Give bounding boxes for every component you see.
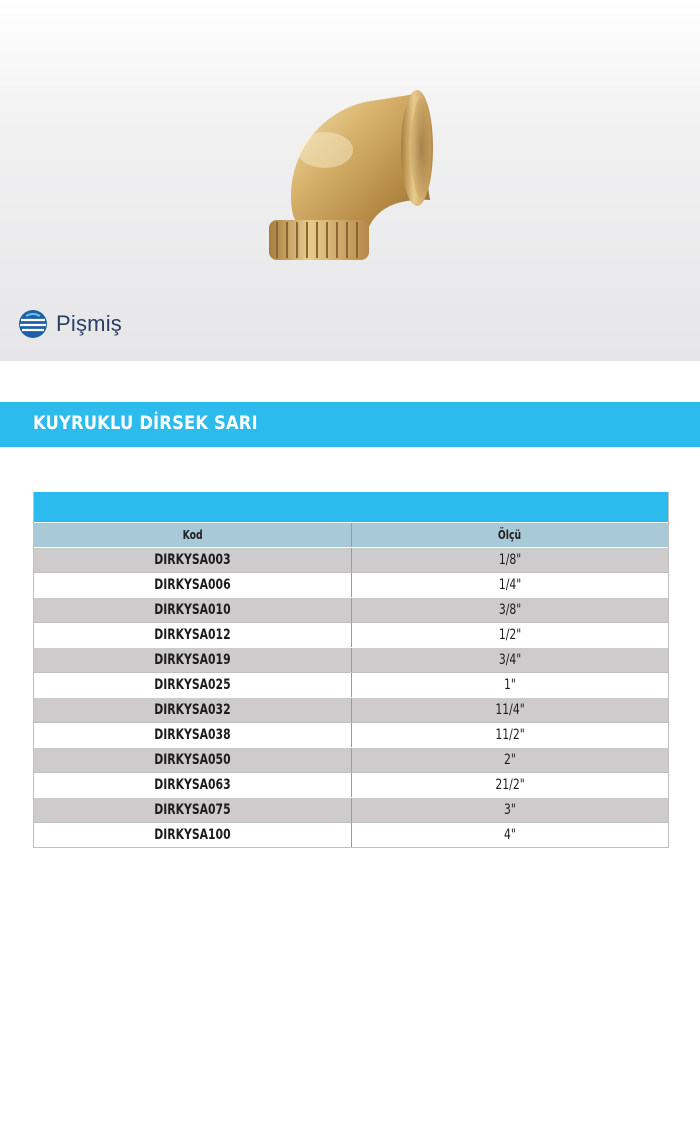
table-row	[34, 647, 668, 672]
cell-olcu: 3/4"	[351, 648, 669, 672]
cell-kod: DIRKYSA019	[154, 652, 231, 668]
cell-kod: DIRKYSA003	[154, 552, 231, 568]
cell-olcu: 3"	[351, 798, 669, 822]
table-row	[34, 622, 668, 647]
table-row	[34, 822, 668, 847]
cell-kod: DIRKYSA075	[154, 802, 231, 818]
size-table	[33, 492, 669, 848]
cell-olcu: 1/8"	[351, 548, 669, 572]
cell-kod: DIRKYSA100	[154, 827, 231, 843]
cell-olcu: 1"	[351, 673, 669, 697]
cell-kod: DIRKYSA012	[154, 627, 231, 643]
product-title: KUYRUKLU DİRSEK SARI	[33, 412, 258, 434]
table-row	[34, 797, 668, 822]
table-row	[34, 597, 668, 622]
table-row	[34, 747, 668, 772]
cell-olcu: 1/4"	[351, 573, 669, 597]
cell-olcu: 11/2"	[351, 723, 669, 747]
brand-name: Pişmiş	[56, 311, 122, 336]
cell-olcu: 11/4"	[351, 698, 669, 722]
table-row	[34, 572, 668, 597]
cell-kod: DIRKYSA006	[154, 577, 231, 593]
cell-kod: DIRKYSA025	[154, 677, 231, 693]
cell-olcu: 1/2"	[351, 623, 669, 647]
table-row	[34, 547, 668, 572]
cell-kod: DIRKYSA010	[154, 602, 231, 618]
cell-kod: DIRKYSA032	[154, 702, 231, 718]
product-hero	[0, 0, 700, 361]
cell-olcu: 3/8"	[351, 598, 669, 622]
table-row	[34, 722, 668, 747]
cell-kod: DIRKYSA063	[154, 777, 231, 793]
table-header-row	[34, 522, 668, 547]
cell-olcu: 4"	[351, 823, 669, 847]
brand-logo	[18, 309, 122, 339]
cell-kod: DIRKYSA038	[154, 727, 231, 743]
table-row	[34, 697, 668, 722]
table-top-band	[34, 492, 668, 522]
product-title-bar	[0, 402, 700, 447]
cell-kod: DIRKYSA050	[154, 752, 231, 768]
cell-olcu: 21/2"	[351, 773, 669, 797]
column-header-olcu: Ölçü	[351, 523, 669, 547]
table-row	[34, 672, 668, 697]
column-header-kod: Kod	[182, 528, 203, 542]
cell-olcu: 2"	[351, 748, 669, 772]
table-row	[34, 772, 668, 797]
brass-elbow-image	[255, 80, 455, 290]
pismis-logo-icon	[18, 309, 48, 339]
